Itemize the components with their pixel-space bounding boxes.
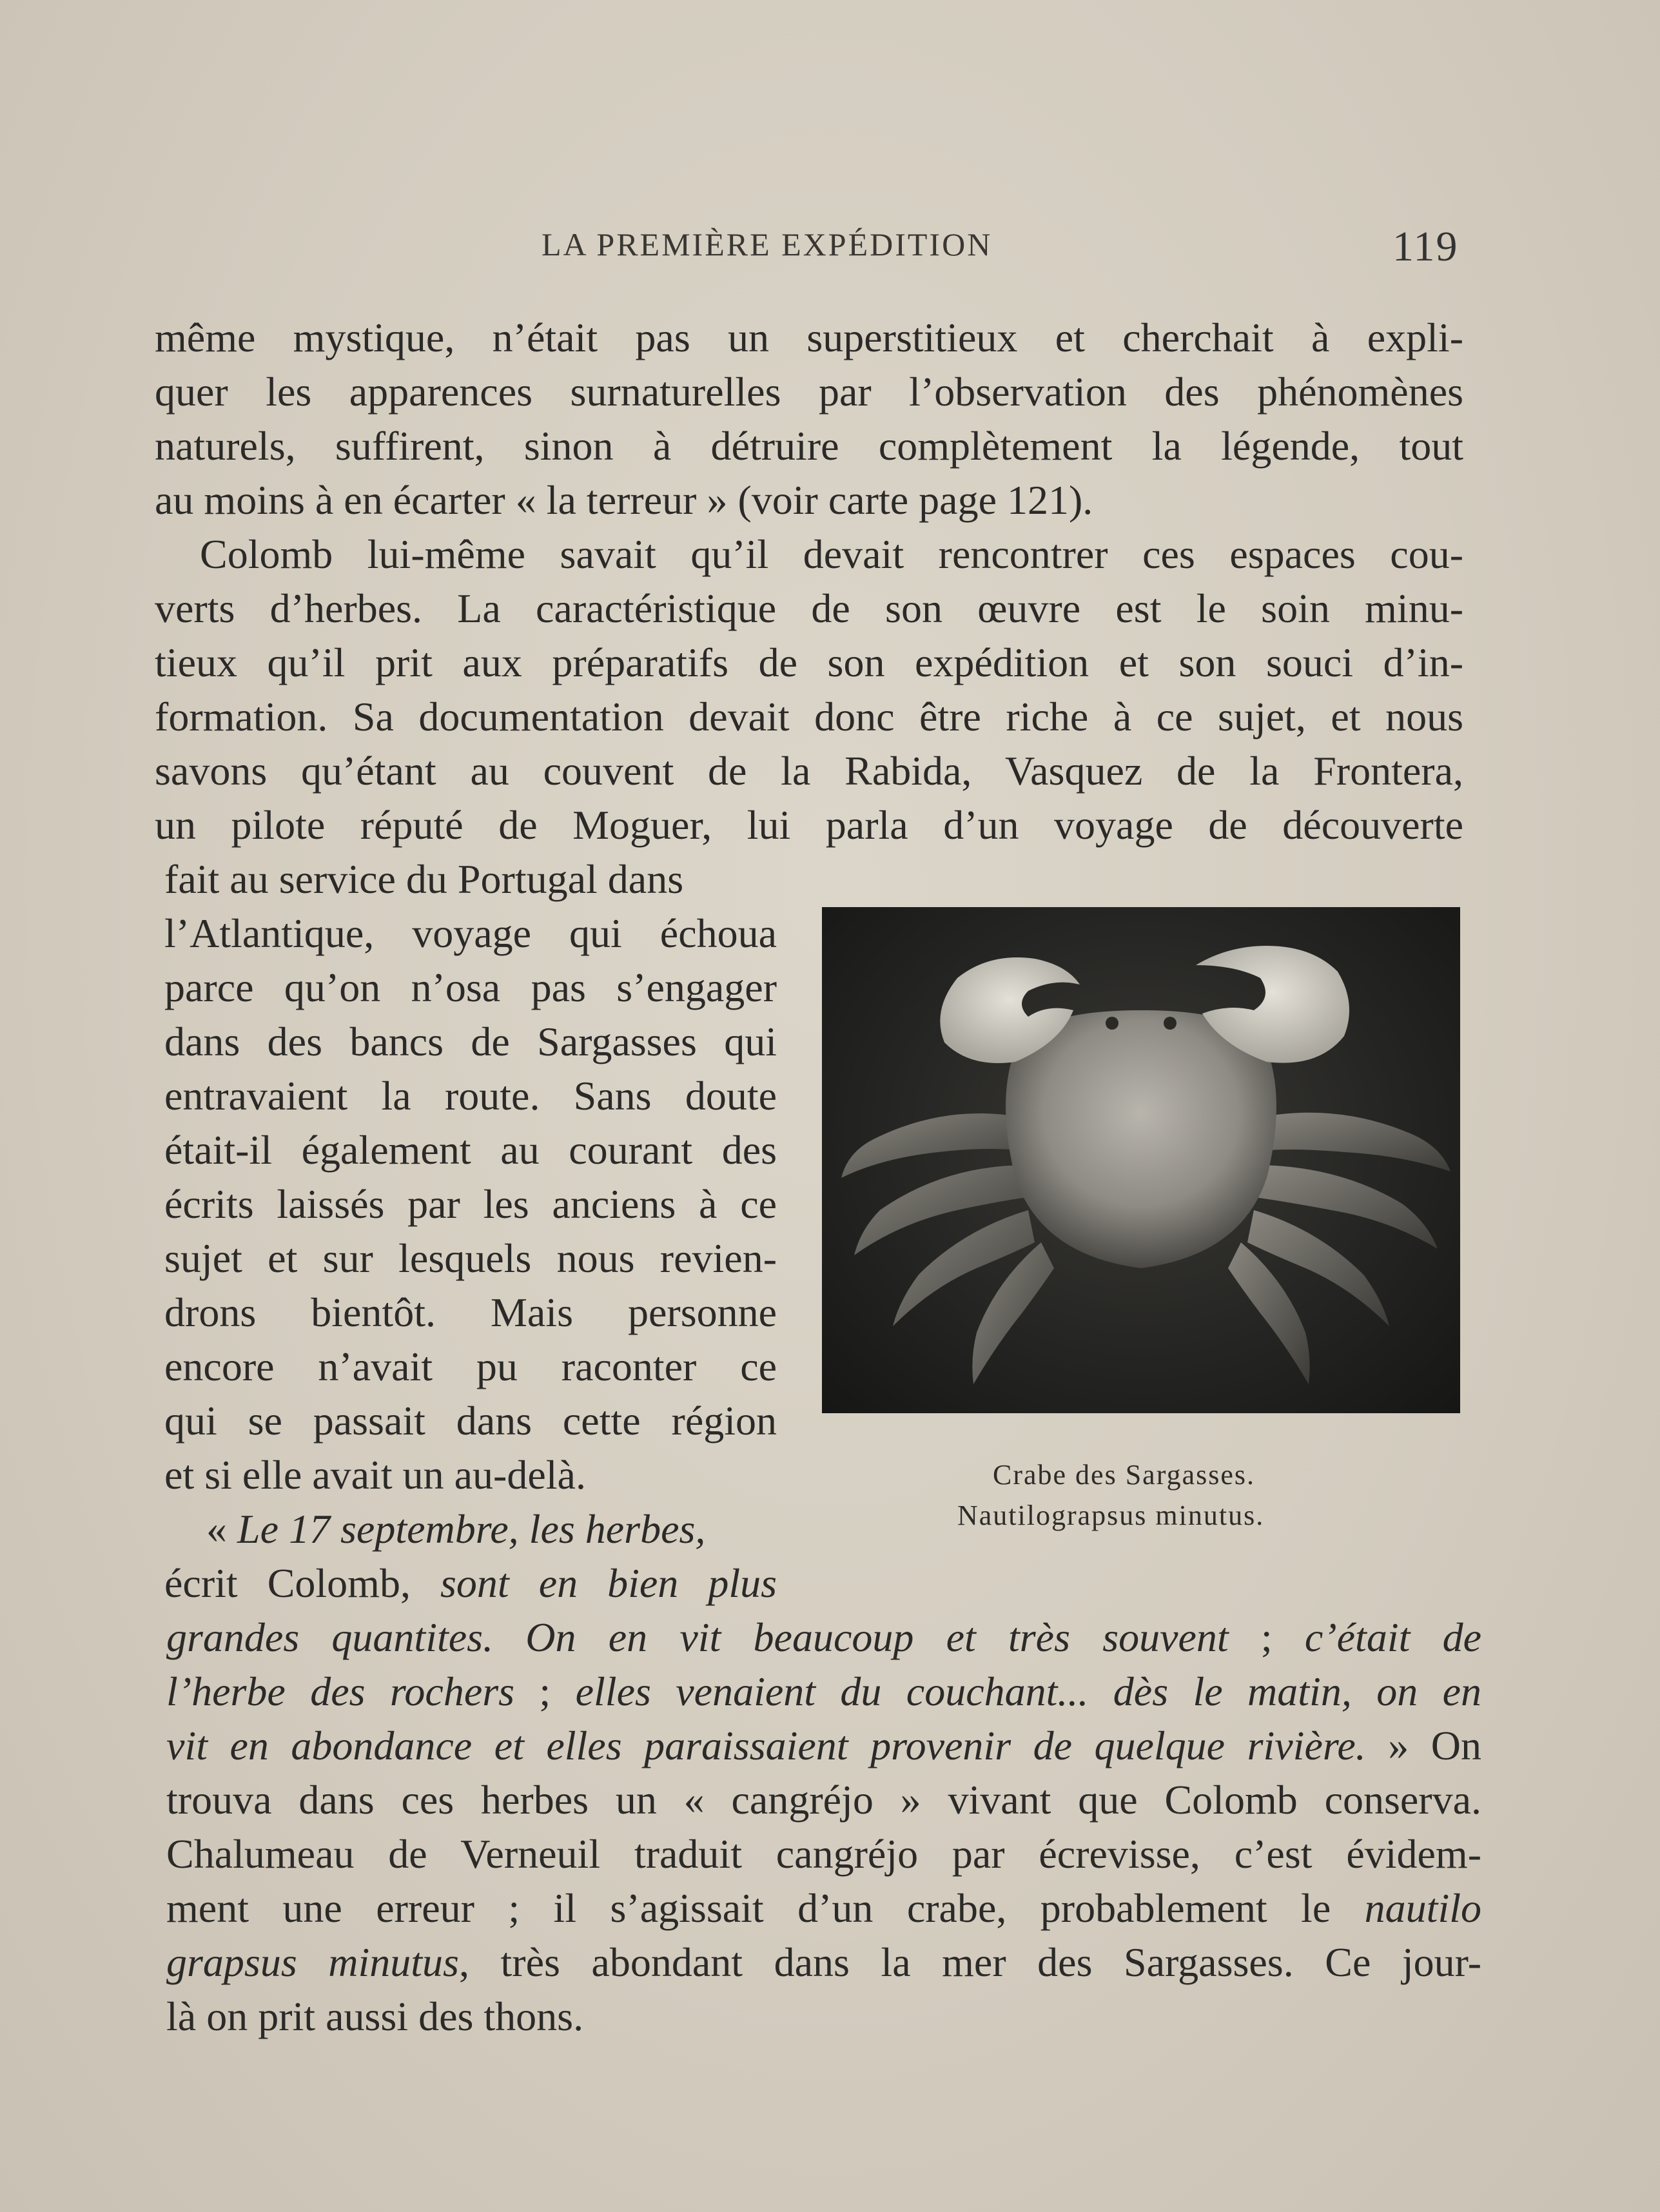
text-span: ; — [514, 1669, 576, 1714]
text-line: écrits laissés par les anciens à ce — [164, 1181, 777, 1227]
text-line: fait au service du Portugal dans — [164, 856, 684, 902]
text-line: même mystique, n’était pas un superstitieux et cherchait à expli- — [155, 315, 1463, 360]
text-line — [166, 1939, 1481, 1986]
text-line: drons bientôt. Mais personne — [164, 1289, 777, 1335]
text-line — [166, 1885, 1481, 1932]
italic-species: nautilo — [1364, 1885, 1481, 1931]
text-line — [166, 1723, 1481, 1769]
text-line: quer les apparences surnaturelles par l’observation des phénomènes — [155, 369, 1463, 415]
italic-quote: grandes quantites. On en vit beaucoup et très souvent — [166, 1614, 1229, 1660]
text-line — [166, 1614, 1481, 1661]
text-line: Colomb lui-même savait qu’il devait rencontrer ces espaces cou- — [200, 531, 1463, 577]
crab-photo — [822, 907, 1460, 1413]
text-line: naturels, suffirent, sinon à détruire complètement la légende, tout — [155, 423, 1463, 469]
text-line — [164, 1560, 777, 1607]
italic-quote: Le 17 septembre, les herbes, — [237, 1506, 706, 1552]
text-span: » On — [1365, 1723, 1482, 1768]
text-line: verts d’herbes. La caractéristique de son œuvre est le soin minu- — [155, 585, 1463, 631]
text-line: sujet et sur lesquels nous revien- — [164, 1235, 777, 1281]
text-span: ment une erreur ; il s’agissait d’un crabe, probablement le — [166, 1885, 1365, 1931]
text-span: ; — [1228, 1614, 1305, 1660]
quote-mark: « — [206, 1506, 237, 1552]
text-span: écrit Colomb, — [164, 1560, 440, 1606]
text-line: tieux qu’il prit aux préparatifs de son expédition et son souci d’in- — [155, 640, 1463, 685]
text-line: qui se passait dans cette région — [164, 1398, 777, 1444]
italic-quote: c’était de — [1304, 1614, 1482, 1660]
text-line: formation. Sa documentation devait donc être riche à ce sujet, et nous — [155, 694, 1463, 739]
text-line: était-il également au courant des — [164, 1127, 777, 1173]
running-title: LA PREMIÈRE EXPÉDITION — [542, 226, 993, 262]
text-span: , très abondant dans la mer des Sargasses. Ce jour- — [458, 1939, 1482, 1985]
figure-caption-species: Nautilograpsus minutus. — [957, 1500, 1265, 1531]
italic-quote: vit en abondance et elles paraissaient provenir de quelque rivière. — [166, 1723, 1366, 1768]
text-line: savons qu’étant au couvent de la Rabida, Vasquez de la Frontera, — [155, 748, 1463, 794]
page-number: 119 — [1392, 223, 1459, 270]
text-line: là on prit aussi des thons. — [166, 1993, 584, 2039]
text-line: au moins à en écarter « la terreur » (voir carte page 121). — [155, 477, 1093, 523]
text-line: un pilote réputé de Moguer, lui parla d’un voyage de découverte — [155, 802, 1463, 848]
text-line: dans des bancs de Sargasses qui — [164, 1019, 777, 1064]
text-line: entravaient la route. Sans doute — [164, 1073, 777, 1119]
figure-caption-title: Crabe des Sargasses. — [993, 1459, 1255, 1491]
text-line — [166, 1669, 1481, 1715]
text-line: trouva dans ces herbes un « cangréjo » vivant que Colomb conserva. — [166, 1777, 1481, 1823]
italic-quote: sont en bien plus — [440, 1560, 777, 1606]
text-line: et si elle avait un au-delà. — [164, 1452, 586, 1498]
italic-species: grapsus minutus — [166, 1939, 459, 1985]
crab-photo-drawing — [822, 907, 1460, 1413]
text-line: l’Atlantique, voyage qui échoua — [164, 910, 777, 956]
text-line-quote-start — [206, 1506, 777, 1552]
text-line: Chalumeau de Verneuil traduit cangréjo par écrevisse, c’est évidem- — [166, 1831, 1481, 1877]
text-line: encore n’avait pu raconter ce — [164, 1344, 777, 1389]
italic-quote: elles venaient du couchant... dès le matin, on en — [575, 1669, 1481, 1714]
italic-quote: l’herbe des rochers — [166, 1669, 515, 1714]
text-line: parce qu’on n’osa pas s’engager — [164, 964, 777, 1010]
